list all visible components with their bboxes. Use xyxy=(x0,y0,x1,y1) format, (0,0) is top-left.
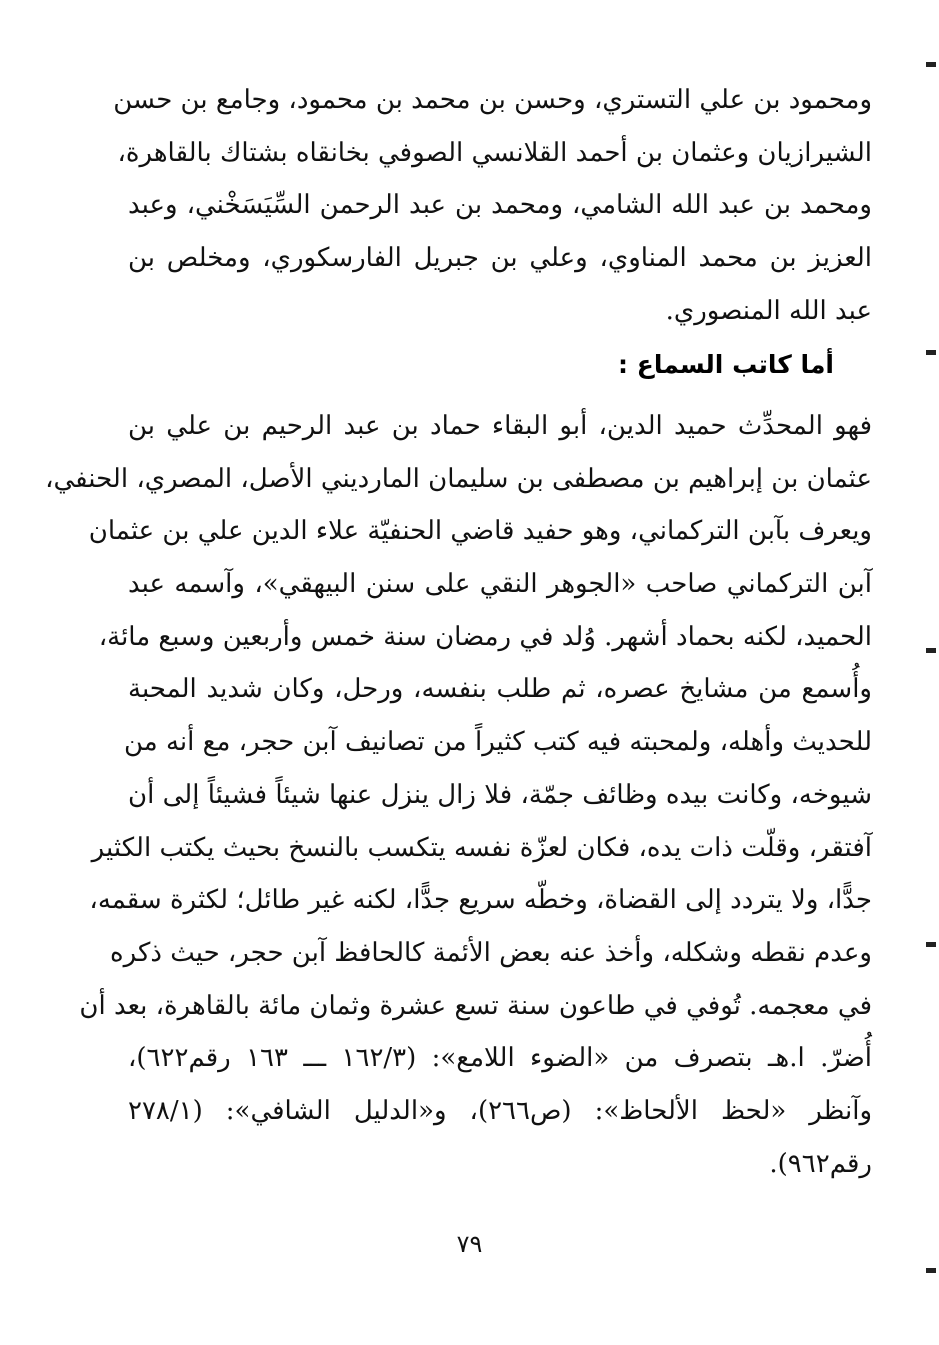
text-line: ومحمد بن عبد الله الشامي، ومحمد بن عبد الرحمن السِّيَسَخْني، وعبد xyxy=(128,190,872,221)
scan-margin-mark xyxy=(926,62,936,67)
text-line: وأُسمع من مشايخ عصره، ثم طلب بنفسه، ورحل، وكان شديد المحبة xyxy=(128,674,872,705)
scan-margin-mark xyxy=(926,350,936,355)
text-line: عثمان بن إبراهيم بن مصطفى بن سليمان المارديني الأصل، المصري، الحنفي، xyxy=(45,463,872,494)
text-line: للحديث وأهله، ولمحبته فيه كتب كثيراً من تصانيف آبن حجر، مع أنه من xyxy=(123,727,872,758)
text-line: ويعرف بآبن التركماني، وهو حفيد قاضي الحنفيّة علاء الدين علي بن عثمان xyxy=(88,516,872,547)
text-line: أُضرّ. ا.هـ بتصرف من «الضوء اللامع»: (١٦٢/٣ ـــ ١٦٣ رقم٦٢٢)، xyxy=(128,1043,872,1074)
scan-margin-mark xyxy=(926,1268,936,1273)
page-number: ٧٩ xyxy=(456,1230,483,1258)
text-line: الحميد، لكنه بحماد أشهر. وُلد في رمضان سنة خمس وأربعين وسبع مائة، xyxy=(98,621,872,652)
text-line: جدًّا، ولا يتردد إلى القضاة، وخطّه سريع جدًّا، لكنه غير طائل؛ لكثرة سقمه، xyxy=(89,885,872,916)
paragraph-biography xyxy=(45,400,872,1190)
paragraph-names-list xyxy=(113,74,872,337)
scan-margin-mark xyxy=(926,648,936,653)
scan-margin-mark xyxy=(926,942,936,947)
text-line: ومحمود بن علي التستري، وحسن بن محمد بن محمود، وجامع بن حسن xyxy=(113,85,872,115)
text-line: في معجمه. تُوفي في طاعون سنة تسع عشرة وثمان مائة بالقاهرة، بعد أن xyxy=(79,990,872,1021)
text-line: وعدم نقطه وشكله، وأخذ عنه بعض الأئمة كالحافظ آبن حجر، حيث ذكره xyxy=(110,937,872,968)
text-line: رقم٩٦٢). xyxy=(769,1148,872,1179)
text-line: فهو المحدِّث حميد الدين، أبو البقاء حماد بن عبد الرحيم بن علي بن xyxy=(128,411,872,441)
text-line: عبد الله المنصوري. xyxy=(665,295,872,326)
section-heading: أما كاتب السماع : xyxy=(618,350,834,379)
text-line: وآنظر «لحظ الألحاظ»: (ص٢٦٦)، و«الدليل الشافي»: (٢٧٨/١ xyxy=(128,1095,872,1126)
text-line: شيوخه، وكانت بيده وظائف جمّة، فلا زال ينزل عنها شيئاً فشيئاً إلى أن xyxy=(128,779,872,810)
text-line: آفتقر، وقلّت ذات يده، فكان لعزّة نفسه يتكسب بالنسخ بحيث يكتب الكثير xyxy=(91,832,872,863)
text-line: العزيز بن محمد المناوي، وعلي بن جبريل الفارسكوري، ومخلص بن xyxy=(128,243,872,274)
text-line: آبن التركماني صاحب «الجوهر النقي على سنن البيهقي»، وآسمه عبد xyxy=(128,569,872,600)
text-line: الشيرازيان وعثمان بن أحمد القلانسي الصوفي بخانقاه بشتاك بالقاهرة، xyxy=(117,137,872,168)
